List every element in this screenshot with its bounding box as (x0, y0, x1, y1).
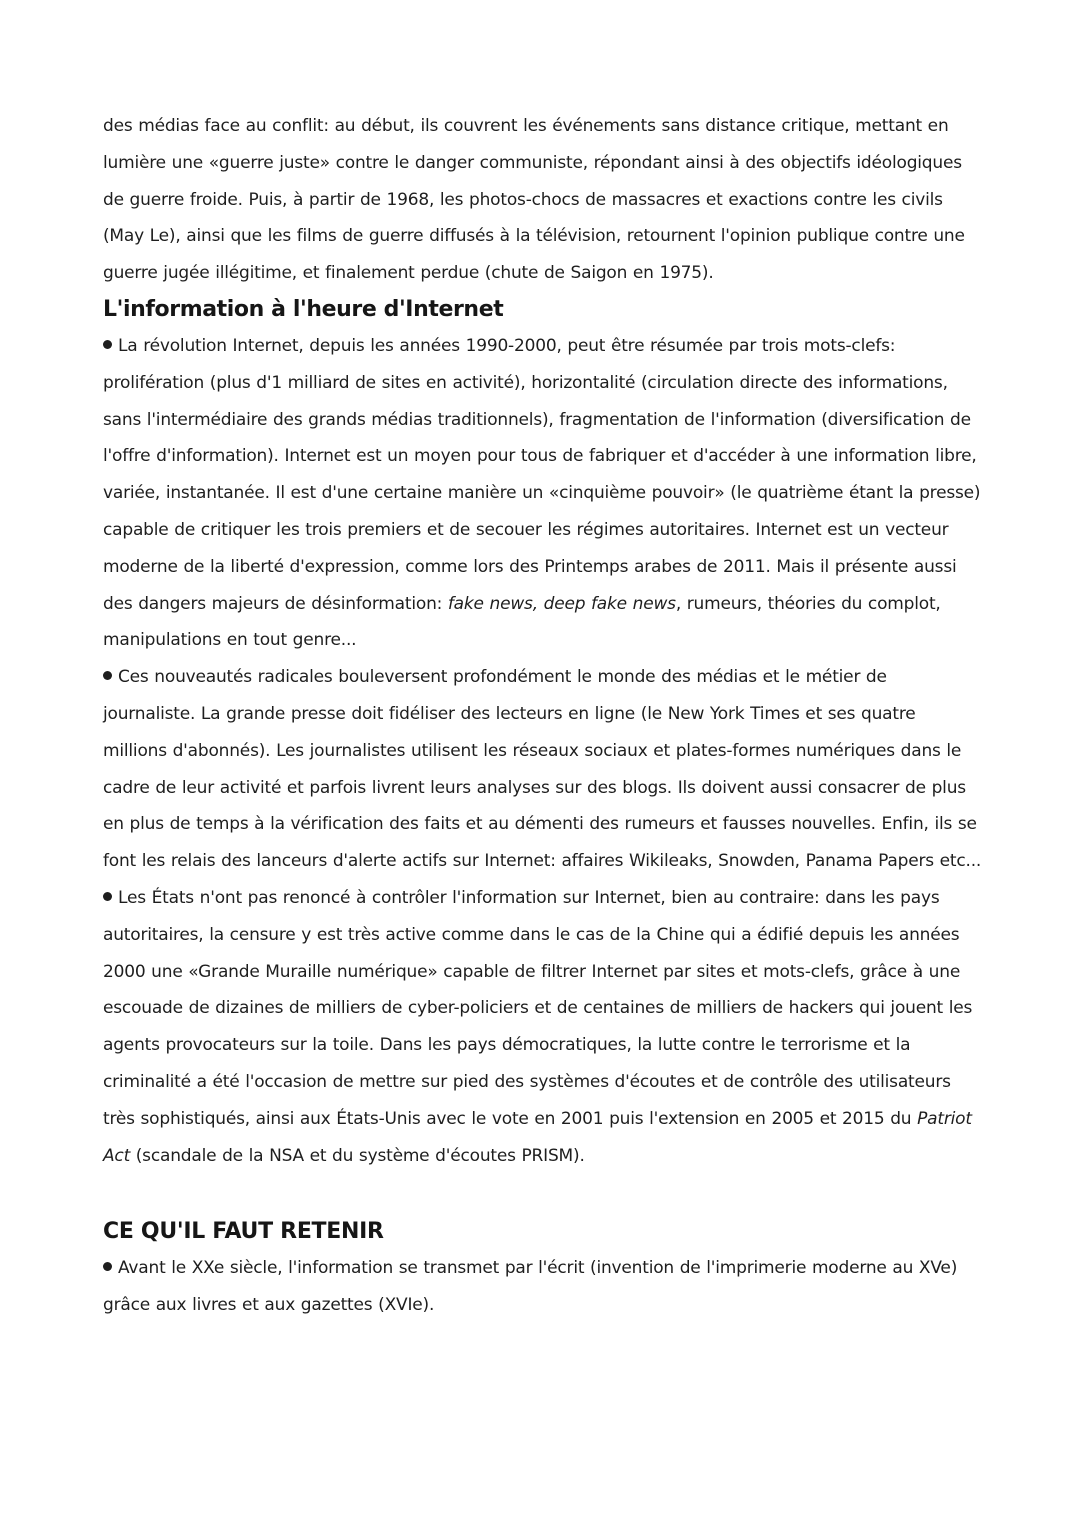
document-page (103, 108, 983, 1324)
bullet-icon (103, 1262, 112, 1271)
bullet-italic-text: fake news, deep fake news (447, 593, 676, 614)
bullet-paragraph-revolution (103, 328, 983, 659)
bullet-italic-text: Patriot Act (103, 1108, 972, 1166)
bullet-text: Les États n'ont pas renoncé à contrôler l'information sur Internet, bien au contraire: dans les pays autoritaires, la censure y est très active comme dans le cas de la Chine qui a édifié depuis les années 2000 une «Grande Muraille numérique» capable de filtrer Internet par sites et mots-clefs, grâce à une escouade de dizaines de milliers de cyber-policiers et de centaines de milliers de hackers qui jouent les agents provocateurs sur la toile. Dans les pays démocratiques, la lutte contre le terrorisme et la criminalité a été l'occasion de mettre sur pied des systèmes d'écoutes et de contrôle des utilisateurs très sophistiqués, ainsi aux États-Unis avec le vote en 2001 puis l'extension en 2005 et 2015 du (103, 887, 973, 1129)
section-title-retain: CE QU'IL FAUT RETENIR (103, 1219, 384, 1245)
bullet-text-end: , rumeurs, théories du complot, manipulations en tout genre... (103, 593, 941, 651)
bullet-paragraph-retain (103, 1250, 983, 1324)
bullet-icon (103, 671, 112, 680)
bullet-text: Avant le XXe siècle, l'information se transmet par l'écrit (invention de l'imprimerie moderne au XVe) grâce aux livres et aux gazettes (XVIe). (103, 1258, 958, 1316)
bullet-icon (103, 892, 112, 901)
bullet-text: La révolution Internet, depuis les années 1990-2000, peut être résumée par trois mots-clefs: prolifération (plus d'1 milliard de sites en activité), horizontalité (circulation directe des informations, sans l'intermédiaire des grands médias traditionnels), fragmentation de l'information (diversification de l'offre d'information). Internet est un moyen pour tous de fabriquer et d'accéder à une information libre, variée, instantanée. Il est d'une certaine manière un «cinquième pouvoir» (le quatrième étant la presse) capable de critiquer les trois premiers et de secouer les régimes autoritaires. Internet est un vecteur moderne de la liberté d'expression, comme lors des Printemps arabes de 2011. Mais il présente aussi des dangers majeurs de désinformation: (103, 335, 981, 614)
intro-paragraph: des médias face au conflit: au début, ils couvrent les événements sans distance critique, mettant en lumière une «guerre juste» contre le danger communiste, répondant ainsi à des objectifs idéologiques de guerre froide. Puis, à partir de 1968, les photos-chocs de massacres et exactions contre les civils (May Le), ainsi que les films de guerre diffusés à la télévision, retournent l'opinion publique contre une guerre jugée illégitime, et finalement perdue (chute de Saigon en 1975). (103, 116, 965, 284)
bullet-text-end: (scandale de la NSA et du système d'écoutes PRISM). (130, 1145, 585, 1166)
section-spacer (103, 1174, 983, 1214)
bullet-paragraph-states (103, 880, 983, 1174)
bullet-icon (103, 340, 112, 349)
section-title-internet: L'information à l'heure d'Internet (103, 296, 504, 322)
bullet-text: Ces nouveautés radicales bouleversent profondément le monde des médias et le métier de journaliste. La grande presse doit fidéliser des lecteurs en ligne (le New York Times et ses quatre millions d'abonnés). Les journalistes utilisent les réseaux sociaux et plates-formes numériques dans le cadre de leur activité et parfois livrent leurs analyses sur des blogs. Ils doivent aussi consacrer de plus en plus de temps à la vérification des faits et au démenti des rumeurs et fausses nouvelles. Enfin, ils se font les relais des lanceurs d'alerte actifs sur Internet: affaires Wikileaks, Snowden, Panama Papers etc... (103, 667, 982, 872)
bullet-paragraph-journalism (103, 659, 983, 880)
